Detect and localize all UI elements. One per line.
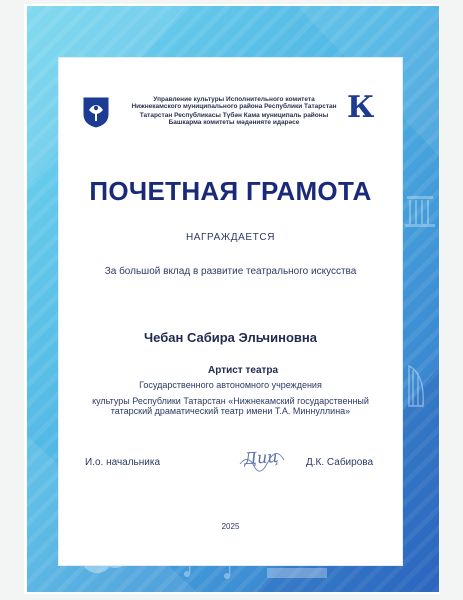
header-tt-line-1: Татарстан Республикасы Түбән Кама муниципаль районы bbox=[139, 112, 329, 119]
certificate-title: ПОЧЕТНАЯ ГРАМОТА bbox=[89, 176, 372, 206]
recipient-name: Чебан Сабира Эльчиновна bbox=[144, 330, 317, 345]
organization-line-3: татарский драматический театр имени Т.А. Миннуллина» bbox=[110, 406, 351, 416]
header-ru-line-1: Управление культуры Исполнительного комитета bbox=[153, 96, 315, 103]
certificate-card bbox=[59, 58, 402, 565]
organization-line-2: культуры Республики Татарстан «Нижнекамский государственный bbox=[92, 396, 369, 406]
organization-line-1: Государственного автономного учреждения bbox=[139, 380, 322, 390]
film-strip-icon bbox=[267, 568, 327, 578]
handwritten-signature: Диц bbox=[243, 446, 280, 469]
header-tt-line-2: Башкарма комитеты мәдәнияте идарәсе bbox=[168, 119, 300, 126]
awarded-label: НАГРАЖДАЕТСЯ bbox=[185, 232, 276, 243]
certificate-year: 2025 bbox=[221, 522, 240, 531]
signer-role: И.о. начальника bbox=[85, 457, 161, 468]
recipient-position: Артист театра bbox=[208, 365, 279, 376]
signer-name: Д.К. Сабирова bbox=[306, 457, 374, 468]
award-reason: За большой вклад в развитие театрального искусства bbox=[104, 266, 357, 277]
signature-stroke-icon bbox=[238, 452, 288, 472]
theatre-logo: К bbox=[347, 90, 375, 125]
header-ru-line-2: Нижнекамского муниципального района Республики Татарстан bbox=[131, 103, 337, 110]
coat-of-arms-icon bbox=[82, 96, 110, 128]
